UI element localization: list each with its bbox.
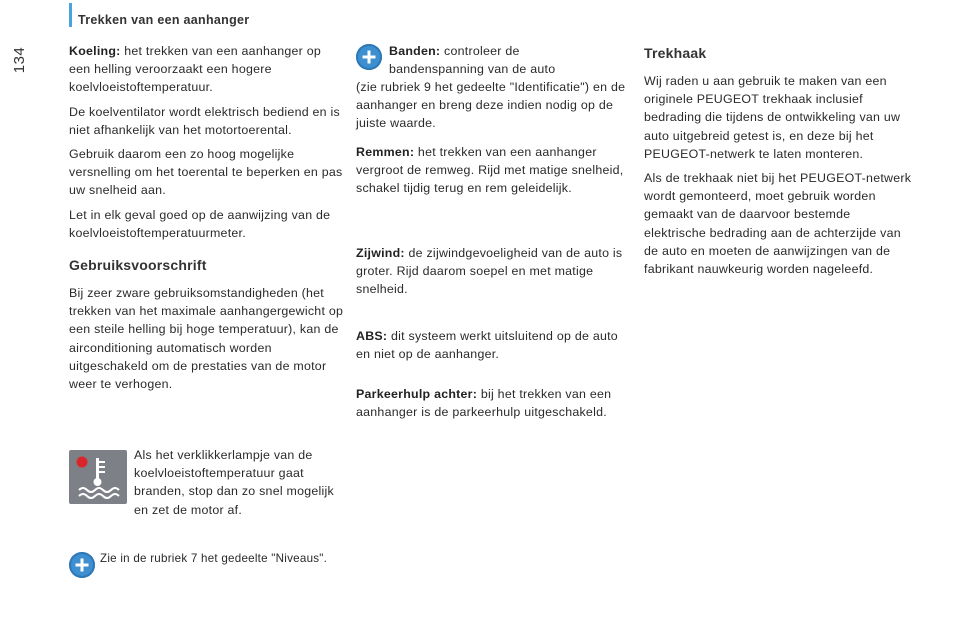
banden-rest-text: (zie rubriek 9 het gedeelte "Identificatie") en de aanhanger en breng deze indien nodig op de juiste waarde. [356, 80, 626, 131]
banden-line1 [389, 42, 629, 60]
parkeerhulp-text: bij het trekken van een aanhanger is de parkeerhulp uitgeschakeld. [356, 387, 612, 420]
koeling-text: het trekken van een aanhanger op een helling veroorzaakt een hogere koelvloeistoftemperatuur. [69, 44, 322, 95]
koeling-label: Koeling: [69, 44, 121, 58]
zijwind-paragraph [356, 244, 628, 299]
ventilator-paragraph: De koelventilator wordt elektrisch bediend en is niet afhankelijk van het motortoerental. [69, 104, 340, 137]
banden-label: Banden: [389, 44, 441, 58]
banden-line1-text: controleer de [444, 44, 520, 58]
remmen-paragraph [356, 143, 628, 198]
remmen-section [356, 143, 628, 198]
trekhaak-paragraph-1: Wij raden u aan gebruik te maken van een originele PEUGEOT trekhaak inclusief bedrading die tijdens de ontwikkeling van uw auto uitgebreid getest is, en deze bij het PEUGEOT-netwerk te laten monteren. [644, 74, 901, 161]
remmen-label: Remmen: [356, 145, 415, 159]
zijwind-section [356, 244, 628, 299]
niveaus-note-text: Zie in de rubriek 7 het gedeelte "Niveaus". [100, 552, 328, 565]
banden-rest [356, 78, 628, 133]
parkeerhulp-label: Parkeerhulp achter: [356, 387, 478, 401]
banden-head [389, 42, 629, 78]
parkeerhulp-section [356, 385, 628, 421]
warning-text: Als het verklikkerlampje van de koelvloeistoftemperatuur gaat branden, stop dan zo snel mogelijk en zet de motor af. [134, 448, 334, 517]
coolant-temperature-warning-icon [69, 450, 127, 504]
info-plus-icon [69, 552, 95, 578]
trekhaak-paragraph-2: Als de trekhaak niet bij het PEUGEOT-netwerk wordt gemonteerd, moet gebruik worden gemaakt van de daarvoor bestemde elektrische bedrading aan de achterzijde van de auto en moeten de aanwijzingen van de fabrikant nauwkeurig worden nageleefd. [644, 171, 912, 277]
coolant-warning-box [69, 450, 127, 504]
parkeerhulp-paragraph [356, 385, 628, 421]
header-accent-bar [69, 3, 72, 27]
gebruiksvoorschrift-title: Gebruiksvoorschrift [69, 257, 207, 273]
banden-plus-icon [356, 44, 382, 70]
page-header-title: Trekken van een aanhanger [78, 13, 250, 27]
banden-line2: bandenspanning van de auto [389, 62, 556, 77]
remmen-text: het trekken van een aanhanger vergroot de remweg. Rijd met matige snelheid, schakel tijdig terug en rem geleidelijk. [356, 145, 624, 196]
abs-section [356, 327, 628, 363]
abs-text: dit systeem werkt uitsluitend op de auto en niet op de aanhanger. [356, 329, 618, 362]
abs-paragraph [356, 327, 628, 363]
temperatuurmeter-paragraph: Let in elk geval goed op de aanwijzing van de koelvloeistoftemperatuurmeter. [69, 207, 331, 240]
koeling-section [69, 42, 344, 242]
koeling-paragraph [69, 42, 344, 97]
warning-paragraph-wrap [134, 446, 334, 519]
abs-label: ABS: [356, 329, 388, 343]
gebruiksvoorschrift-section [69, 284, 344, 393]
zijwind-label: Zijwind: [356, 246, 405, 260]
note-wrap [100, 550, 350, 568]
versnelling-paragraph: Gebruik daarom een zo hoog mogelijke versnelling om het toerental te beperken en pas uw snelheid aan. [69, 147, 343, 198]
zijwind-text: de zijwindgevoeligheid van de auto is groter. Rijd daarom soepel en met matige snelheid. [356, 246, 623, 297]
gebruiksvoorschrift-text: Bij zeer zware gebruiksomstandigheden (het trekken van het maximale aanhangergewicht op een steile helling bij hoge temperatuur), kan de airconditioning automatisch worden uitgeschakeld om de prestaties van de motor weer te verhogen. [69, 286, 344, 392]
trekhaak-title: Trekhaak [644, 45, 707, 61]
trekhaak-section [644, 72, 916, 278]
page-number: 134 [10, 46, 28, 74]
